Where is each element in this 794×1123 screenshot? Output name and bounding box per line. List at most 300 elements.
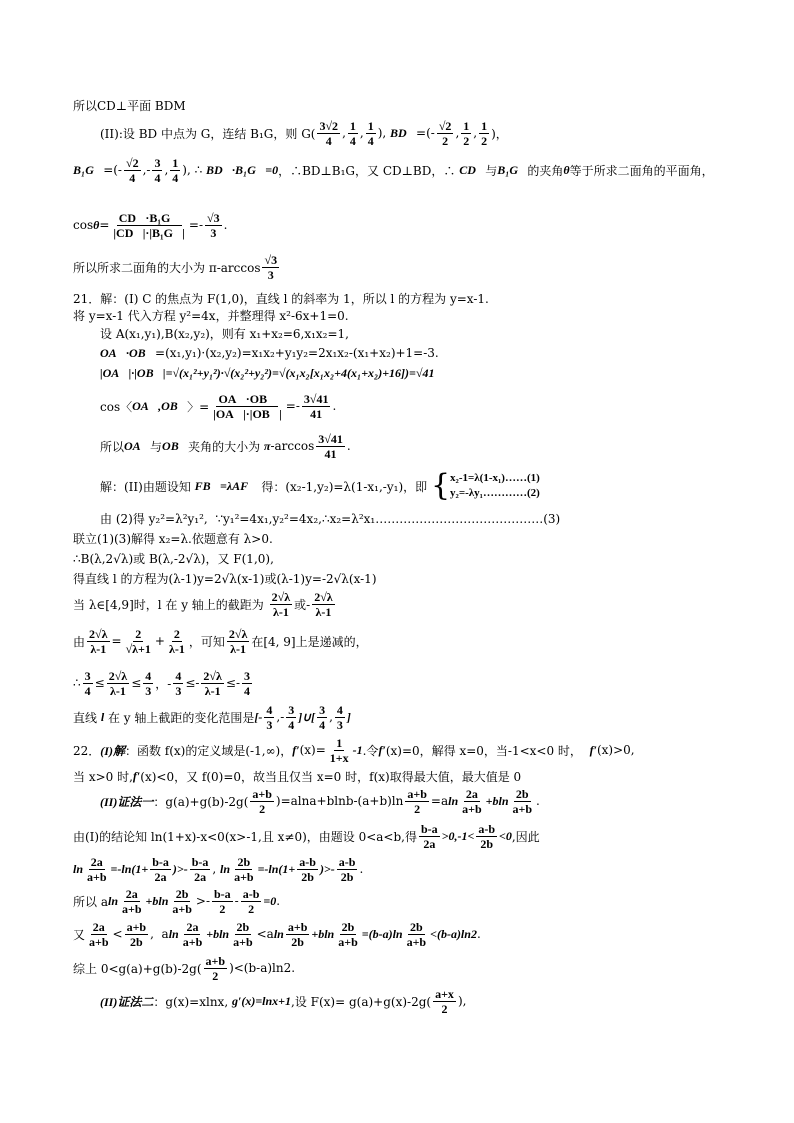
text-segment: ：函数 f(x)的定义域是(-1,∞)，: [124, 743, 293, 758]
text-segment: , a: [150, 927, 169, 941]
fraction-denominator: 4: [349, 133, 356, 148]
fraction-numerator: 2a: [186, 919, 199, 934]
text-segment: 将 y=x-1 代入方程 y²=4x，并整理得 x²-6x+1=0.: [73, 308, 349, 323]
text-segment: 又: [73, 927, 86, 942]
fraction-denominator: 3: [145, 683, 152, 698]
text-line: [73, 528, 273, 548]
text-segment: .: [276, 894, 281, 908]
fraction: [107, 669, 129, 698]
text-segment: 在 y 轴上截距的变化范围是: [104, 710, 255, 725]
fraction: [190, 855, 211, 884]
fraction: [262, 253, 279, 282]
fraction-numerator: 2a: [465, 786, 478, 801]
fraction-denominator: 2b: [340, 869, 354, 884]
equation-row: x₂-1=λ(1-x₁)……(1): [450, 472, 540, 484]
text-segment: 21．解：(I) C 的焦点为 F(1,0)，直线 l 的斜率为 1，所以 l 的方程为 y=x-1.: [73, 291, 489, 306]
math-expression: OA⃗: [124, 438, 151, 453]
fraction: [286, 703, 296, 732]
text-segment: cos〈: [100, 399, 133, 414]
text-segment: +: [154, 634, 165, 648]
text-segment: ≤: [94, 676, 105, 690]
fraction-denominator: 4: [172, 170, 179, 185]
fraction-numerator: 3: [154, 155, 161, 170]
fraction-numerator: b-a: [191, 854, 209, 869]
fraction-numerator: CD⃗·B₁G⃗: [118, 210, 180, 225]
math-expression: CD⃗: [459, 162, 486, 177]
text-line: [73, 821, 540, 851]
fraction: [111, 211, 187, 240]
fraction: [405, 787, 429, 816]
text-segment: 得直线 l 的方程为(λ-1)y=2√λ(x-1)或(λ-1)y=-2√λ(x-1): [73, 571, 377, 586]
math-expression: π: [263, 438, 271, 453]
text-line: [100, 343, 439, 363]
text-segment: (II):设 BD 中点为 G，连结 B₁G，则 G(: [100, 126, 316, 141]
text-segment: 等于所求二面角的平面角，: [569, 163, 714, 178]
fraction-numerator: 2a: [125, 886, 138, 901]
math-expression: OA⃗·OB⃗: [100, 345, 156, 360]
text-segment: 所以: [100, 439, 125, 454]
math-expression: )>-: [319, 861, 335, 876]
text-line: [73, 305, 349, 325]
text-segment: ,: [473, 126, 478, 140]
fraction-numerator: 2b: [341, 919, 355, 934]
fraction-denominator: 2b: [480, 836, 494, 851]
text-segment: -: [234, 894, 239, 908]
math-expression: B₁G⃗: [497, 162, 528, 177]
text-segment: 设 A(x₁,y₁),B(x₂,y₂)，则有 x₁+x₂=6,x₁x₂=1,: [100, 326, 349, 341]
text-segment: ,: [342, 126, 346, 140]
math-expression: BD⃗: [390, 125, 417, 140]
fraction-numerator: √2: [125, 155, 139, 170]
math-expression: ln: [107, 893, 118, 908]
fraction-numerator: 1: [367, 118, 374, 133]
fraction-denominator: 2: [212, 968, 219, 983]
text-line: [100, 118, 508, 148]
math-expression: ln: [73, 861, 84, 876]
math-expression: -1: [352, 742, 363, 757]
fraction-numerator: a+b: [287, 919, 308, 934]
text-segment: 所以CD⊥平面 BDM: [73, 98, 186, 113]
fraction: [433, 987, 456, 1016]
text-segment: .: [223, 218, 228, 232]
fraction-denominator: 2: [219, 901, 226, 916]
text-line: [100, 323, 349, 343]
math-expression: OA⃗,OB⃗: [132, 398, 188, 413]
fraction-numerator: 2a: [90, 854, 103, 869]
math-expression: f′: [378, 742, 386, 757]
fraction-denominator: 4: [129, 170, 136, 185]
fraction: [124, 156, 141, 185]
math-expression: >0,-1<: [441, 828, 475, 843]
fraction-numerator: 2√λ: [228, 626, 248, 641]
text-segment: 与: [485, 163, 498, 178]
equation-rows: [450, 471, 540, 501]
text-segment: >-: [195, 894, 210, 908]
text-line: [73, 252, 281, 282]
fraction: [405, 920, 429, 949]
fraction-numerator: 2a: [92, 919, 105, 934]
fraction: [337, 855, 358, 884]
text-segment: 与: [150, 439, 163, 454]
fraction-denominator: a+b: [172, 901, 192, 916]
fraction-denominator: 3: [267, 267, 274, 282]
math-expression: g′(x)=lnx+1: [231, 993, 292, 1008]
fraction-denominator: 41: [324, 446, 337, 461]
math-expression: =0: [263, 893, 277, 908]
text-segment: ), ∴: [182, 163, 207, 177]
math-expression: (II)证法二: [100, 994, 154, 1009]
fraction: [316, 432, 345, 461]
fraction-numerator: 1: [349, 118, 356, 133]
text-segment: ∴B(λ,2√λ)或 B(λ,-2√λ)，又 F(1,0),: [73, 551, 274, 566]
text-line: [73, 702, 351, 732]
fraction-numerator: 1: [172, 155, 179, 170]
fraction-denominator: 4: [84, 683, 91, 698]
fraction-denominator: 41: [310, 406, 323, 421]
fraction: [264, 703, 274, 732]
fraction: [460, 787, 484, 816]
math-expression: <(b-a)ln2: [430, 926, 477, 941]
text-segment: 夹角的大小为: [188, 439, 264, 454]
fraction: [125, 920, 149, 949]
equation-system: [430, 468, 540, 503]
fraction-denominator: 2b: [301, 869, 314, 884]
fraction: [173, 669, 183, 698]
math-expression: +bln: [206, 926, 230, 941]
text-segment: 当 λ∈[4,9]时，l 在 y 轴上的截距为: [73, 597, 268, 612]
fraction-denominator: 3: [336, 717, 343, 732]
fraction-numerator: a+b: [407, 786, 427, 801]
fraction-denominator: 1+x: [329, 750, 349, 765]
fraction-denominator: λ-1: [110, 683, 126, 698]
fraction-numerator: 4: [175, 668, 182, 683]
text-segment: )=alna+blnb-(a+b)ln: [275, 794, 404, 808]
math-expression: f′: [589, 742, 597, 757]
text-segment: 由 (2)得 y₂²=λ²y₁², ∵y₁²=4x₁,y₂²=4x₂,∴x₂=λ²x₁……………………………………(3): [100, 511, 561, 526]
math-expression: |OA⃗|·|OB⃗|=√(x₁²+y₁²)·√(x₂²+y₂²)=√(x₁x₂[x₁x₂+4(x₁+x₂)+16])=√41: [100, 365, 435, 380]
math-expression: B₁G⃗: [73, 162, 104, 177]
text-segment: 所以所求二面角的大小为 π-arccos: [73, 260, 261, 275]
text-segment: ，可知: [188, 634, 225, 649]
fraction-numerator: 3: [288, 702, 295, 717]
fraction-denominator: λ-1: [230, 641, 247, 656]
fraction: [152, 156, 162, 185]
math-expression: ln: [273, 926, 284, 941]
math-expression: ]: [346, 709, 351, 724]
fraction: [241, 887, 262, 916]
fraction-denominator: 2: [414, 801, 421, 816]
fraction-denominator: λ-1: [272, 604, 289, 619]
text-segment: ,: [455, 126, 460, 140]
fraction: [170, 887, 194, 916]
fraction: [270, 590, 292, 619]
fraction-numerator: 2: [135, 626, 142, 641]
fraction: [242, 669, 252, 698]
text-segment: 直线: [73, 710, 101, 725]
math-expression: =(b-a)ln: [361, 926, 403, 941]
text-line: [73, 735, 635, 765]
text-line: [73, 210, 228, 240]
fraction-denominator: |CD⃗|·|B₁G⃗|: [113, 225, 185, 240]
fraction: [85, 855, 109, 884]
text-line: [73, 953, 296, 983]
text-segment: 当 x>0 时,: [73, 769, 133, 784]
fraction-numerator: 3√2: [319, 118, 339, 133]
fraction-numerator: √3: [264, 252, 278, 267]
fraction: [336, 920, 360, 949]
fraction: [124, 627, 153, 656]
fraction-numerator: b-a: [152, 854, 169, 869]
math-expression: +bln: [145, 893, 169, 908]
fraction-denominator: a+b: [89, 934, 109, 949]
fraction-numerator: 2√λ: [89, 626, 108, 641]
text-line: [73, 668, 254, 698]
fraction-numerator: 2√λ: [271, 589, 291, 604]
text-segment: <a: [256, 927, 274, 941]
fraction-denominator: λ-1: [204, 683, 221, 698]
fraction: [419, 822, 440, 851]
text-segment: (x)<0，又 f(0)=0，故当且仅当 x=0 时，f(x)取得最大值，最大值是 0: [140, 769, 522, 784]
text-segment: .: [346, 439, 351, 453]
text-segment: 综上 0<g(a)+g(b)-2g(: [73, 961, 202, 976]
fraction-numerator: 4: [266, 702, 273, 717]
fraction: [205, 211, 222, 240]
fraction: [87, 920, 111, 949]
fraction: [335, 703, 345, 732]
fraction-numerator: a+b: [205, 953, 226, 968]
math-expression: +bln: [485, 793, 509, 808]
text-segment: ,-: [276, 710, 285, 724]
fraction-numerator: 3√41: [303, 391, 329, 406]
fraction-denominator: 3: [210, 225, 217, 240]
math-expression: l: [100, 709, 105, 724]
text-segment: 由: [73, 634, 86, 649]
fraction-denominator: 4: [154, 170, 161, 185]
text-segment: ，∴BD⊥B₁G，又 CD⊥BD，∴: [278, 163, 460, 178]
fraction-denominator: 2a: [423, 836, 436, 851]
math-expression: BD⃗·B₁G⃗=0: [206, 162, 279, 177]
fraction-numerator: 2: [173, 626, 180, 641]
fraction-numerator: 4: [145, 668, 152, 683]
text-segment: =-: [285, 399, 300, 413]
fraction-numerator: 3: [84, 668, 91, 683]
math-expression: (II)证法一: [100, 794, 154, 809]
math-expression: ln: [220, 861, 231, 876]
math-expression: (I)解: [100, 743, 125, 758]
fraction-numerator: a+b: [252, 786, 272, 801]
fraction: [302, 392, 331, 421]
text-line: [73, 155, 714, 185]
fraction-denominator: a+b: [87, 869, 107, 884]
text-segment: .: [476, 927, 481, 941]
fraction-numerator: √3: [207, 210, 220, 225]
text-segment: ,设 F(x)= g(a)+g(x)-2g(: [291, 994, 432, 1009]
fraction-denominator: 4: [367, 133, 374, 148]
text-line: [100, 786, 540, 816]
text-segment: 所以 a: [73, 894, 108, 909]
fraction-numerator: b-a: [214, 886, 231, 901]
fraction: [181, 920, 205, 949]
fraction: [87, 627, 109, 656]
fraction-denominator: a+b: [512, 801, 533, 816]
text-segment: =-: [188, 218, 204, 232]
text-segment: .: [359, 862, 364, 876]
fraction-denominator: √λ+1: [125, 641, 151, 656]
fraction-denominator: 2: [442, 133, 449, 148]
math-expression: ]∪[: [298, 709, 316, 724]
text-line: [73, 589, 337, 619]
text-segment: 的夹角: [527, 163, 564, 178]
math-expression: ln: [168, 926, 179, 941]
fraction: [286, 920, 310, 949]
text-segment: ),: [377, 126, 391, 140]
fraction-denominator: a+b: [338, 934, 358, 949]
fraction-denominator: 3: [266, 717, 273, 732]
fraction-numerator: b-a: [421, 821, 438, 836]
fraction-denominator: a+b: [234, 869, 254, 884]
math-expression: θ: [563, 162, 570, 177]
text-segment: =(-: [416, 126, 435, 140]
fraction: [231, 920, 255, 949]
fraction-numerator: √2: [438, 118, 452, 133]
text-segment: ≤: [131, 676, 142, 690]
fraction: [479, 119, 489, 148]
text-segment: )<(b-a)ln2.: [229, 961, 296, 975]
text-segment: ,: [359, 126, 364, 140]
fraction-numerator: 2b: [236, 919, 250, 934]
fraction-denominator: 2b: [291, 934, 304, 949]
fraction-numerator: 1: [463, 118, 470, 133]
fraction: [317, 119, 340, 148]
text-line: [100, 986, 467, 1016]
text-segment: 联立(1)(3)解得 x₂=λ.依题意有 λ>0.: [73, 531, 273, 546]
fraction-numerator: 2√λ: [203, 668, 222, 683]
text-segment: 由(I)的结论知 ln(1+x)-x<0(x>-1,且 x≠0)，由题设 0<a<b,得: [73, 829, 417, 844]
text-segment: 解：(II)由题设知: [100, 479, 195, 494]
fraction-numerator: 4: [336, 702, 343, 717]
text-segment: =(-: [103, 163, 122, 177]
math-expression: <0: [499, 828, 512, 843]
text-segment: .: [332, 399, 337, 413]
fraction-denominator: a+b: [182, 934, 203, 949]
fraction: [150, 855, 171, 884]
fraction-denominator: 2a: [154, 869, 167, 884]
fraction-numerator: 2√λ: [108, 668, 128, 683]
math-expression: θ: [93, 217, 100, 232]
fraction-denominator: 2: [441, 1001, 448, 1016]
fraction: [204, 954, 228, 983]
fraction: [232, 855, 256, 884]
fraction: [120, 887, 144, 916]
math-expression: FB⃗=λAF⃗: [194, 478, 258, 493]
text-line: [100, 508, 560, 528]
text-segment: 在[4, 9]上是递减的，: [251, 634, 368, 649]
text-line: [73, 854, 364, 884]
fraction-denominator: 2: [259, 801, 266, 816]
text-line: [73, 568, 377, 588]
fraction-denominator: λ-1: [168, 641, 185, 656]
fraction-denominator: a+b: [233, 934, 253, 949]
text-line: [100, 468, 540, 503]
fraction-numerator: 2b: [410, 919, 423, 934]
text-segment: =: [111, 634, 122, 648]
fraction: [348, 119, 358, 148]
text-line: [73, 548, 274, 568]
fraction-denominator: 4: [288, 717, 295, 732]
text-line: [100, 363, 434, 383]
text-line: [100, 391, 337, 421]
text-segment: ,: [212, 862, 221, 876]
fraction: [227, 627, 249, 656]
fraction-numerator: 3: [244, 668, 251, 683]
fraction-numerator: 3√41: [318, 431, 343, 446]
fraction-numerator: 2b: [237, 854, 251, 869]
text-segment: ，-: [155, 676, 172, 691]
fraction: [317, 703, 327, 732]
text-segment: =: [99, 218, 110, 232]
text-segment: cos: [73, 218, 94, 232]
fraction-numerator: a+x: [435, 986, 454, 1001]
text-segment: ,因此: [511, 829, 540, 844]
fraction-denominator: |OA⃗|·|OB⃗|: [213, 406, 282, 421]
math-expression: )>-: [172, 861, 188, 876]
fraction-numerator: 3: [319, 702, 326, 717]
fraction: [250, 787, 274, 816]
math-expression: +bln: [311, 926, 335, 941]
text-segment: ,: [329, 710, 333, 724]
fraction-denominator: 2: [463, 133, 470, 148]
math-expression: ln: [448, 793, 459, 808]
fraction-denominator: 3: [175, 683, 182, 698]
fraction-denominator: 4: [319, 717, 326, 732]
fraction-numerator: a-b: [478, 821, 496, 836]
math-expression: f′: [132, 768, 141, 783]
text-segment: -arccos: [270, 439, 315, 453]
fraction-numerator: a-b: [338, 854, 356, 869]
fraction-denominator: 4: [325, 133, 332, 148]
fraction-denominator: a+b: [122, 901, 142, 916]
text-line: [73, 886, 281, 916]
text-line: [73, 766, 521, 786]
fraction: [328, 736, 351, 765]
text-segment: .: [536, 794, 540, 808]
fraction-denominator: 2b: [130, 934, 143, 949]
fraction-numerator: 1: [336, 735, 343, 750]
fraction: [461, 119, 471, 148]
math-expression: =-ln(1+: [110, 861, 149, 876]
text-segment: 得：(x₂-1,y₂)=λ(1-x₁,-y₁)，即: [257, 479, 431, 494]
fraction: [83, 669, 93, 698]
text-segment: =a: [430, 794, 449, 808]
fraction-denominator: λ-1: [90, 641, 107, 656]
text-segment: ,: [164, 163, 169, 177]
fraction-numerator: 2b: [175, 886, 189, 901]
text-segment: .令: [362, 743, 379, 758]
fraction-denominator: 4: [244, 683, 251, 698]
fraction: [437, 119, 454, 148]
text-line: [73, 626, 368, 656]
text-segment: ：g(a)+g(b)-2g(: [153, 794, 249, 809]
text-segment: (x)=: [299, 743, 326, 757]
text-line: [73, 95, 186, 115]
text-line: [73, 919, 481, 949]
fraction-denominator: λ-1: [315, 604, 332, 619]
text-segment: ≤-: [225, 676, 241, 690]
text-segment: ∴: [73, 676, 81, 690]
fraction-denominator: a+b: [462, 801, 482, 816]
math-expression: =-ln(1+: [257, 861, 296, 876]
fraction: [143, 669, 153, 698]
